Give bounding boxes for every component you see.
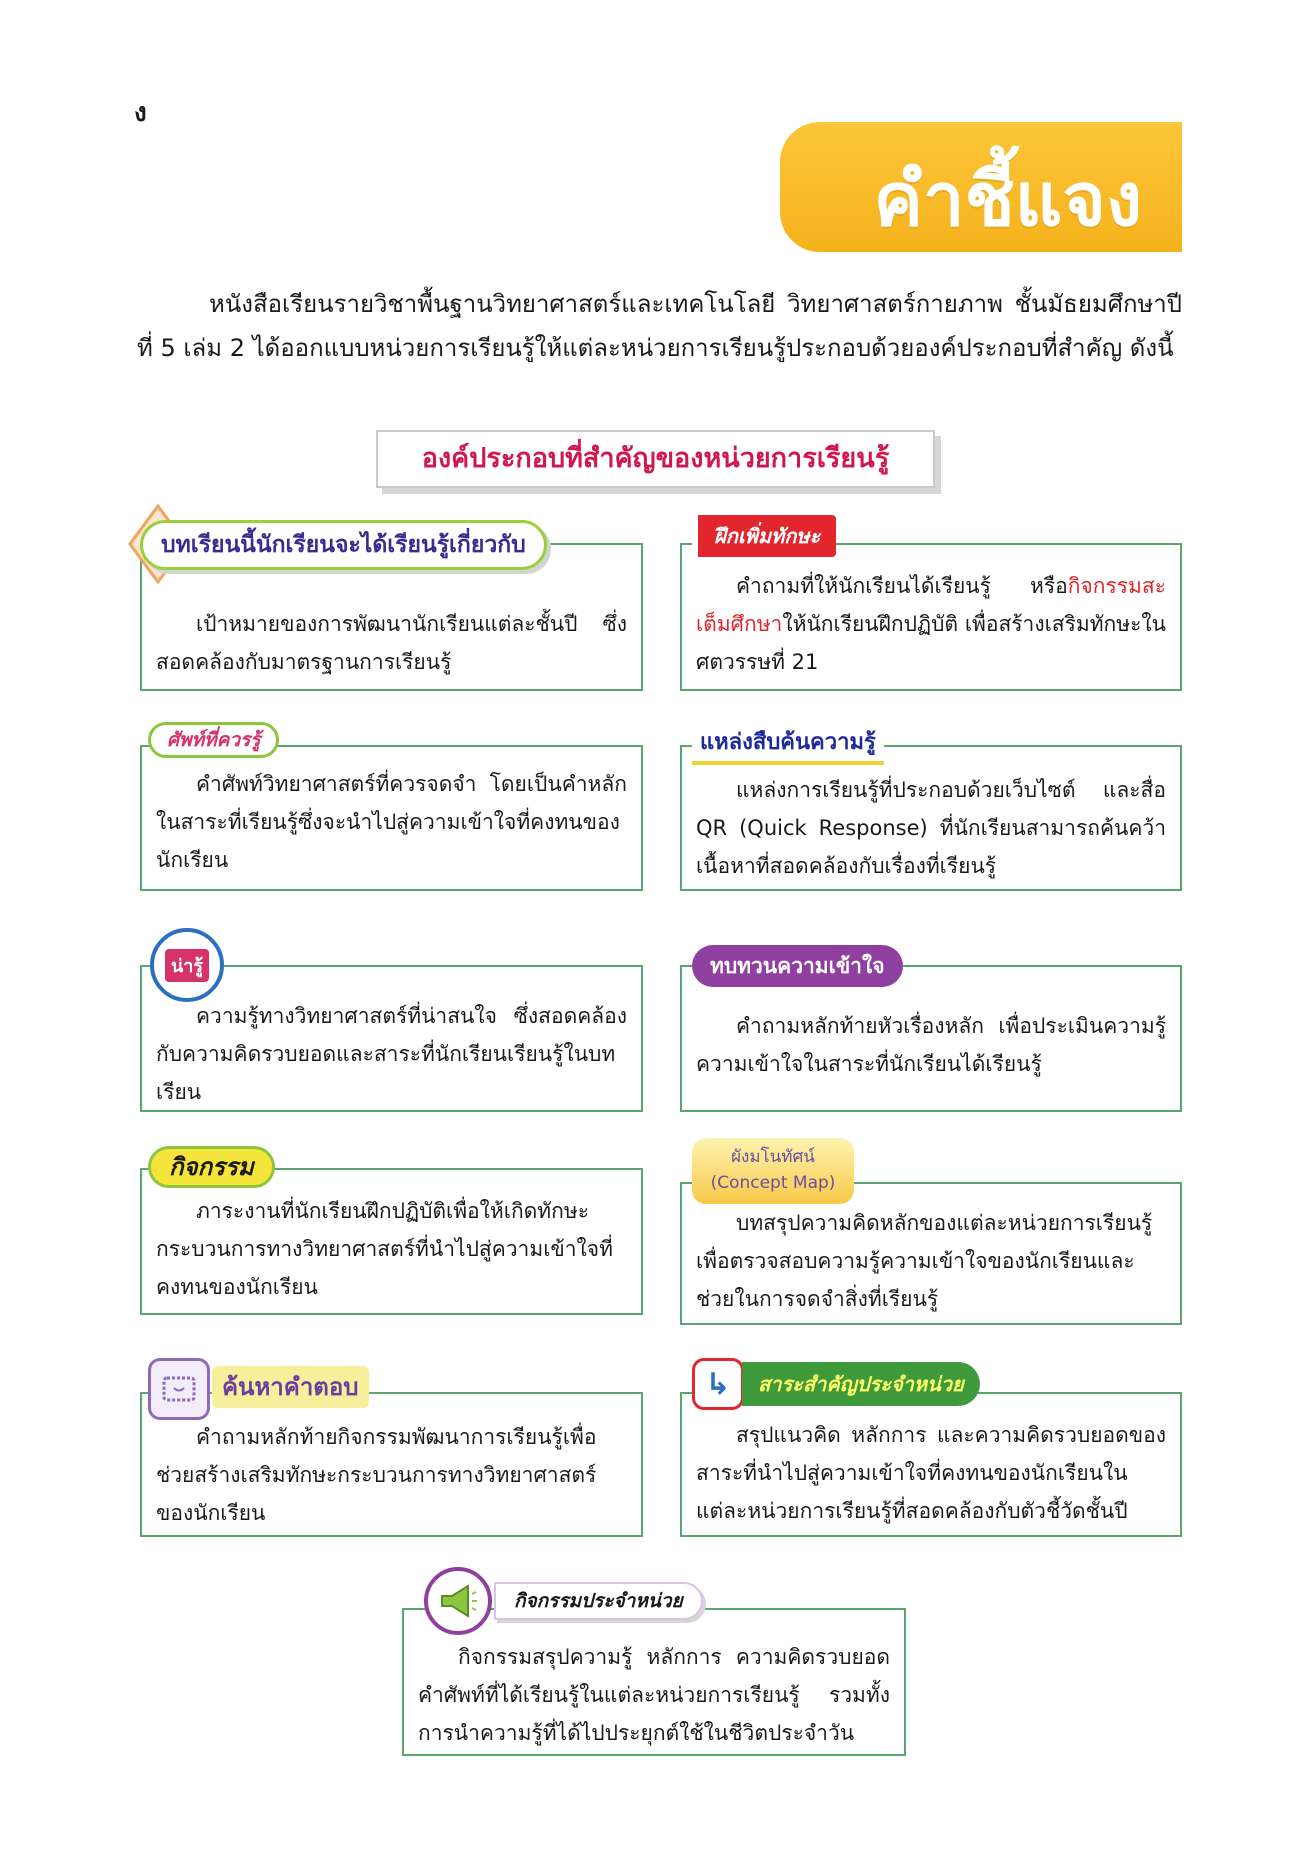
component-find-answer-desc: คำถามหลักท้ายกิจกรรมพัฒนาการเรียนรู้เพื่อช่วยสร้างเสริมทักษะกระบวนการทางวิทยาศาสตร์ของนักเรียน	[156, 1425, 597, 1525]
component-unit-activity-box	[402, 1608, 906, 1756]
component-vocab-label: ศัพท์ที่ควรรู้	[148, 722, 279, 758]
section-heading	[376, 430, 935, 488]
component-activity-label: กิจกรรม	[148, 1146, 275, 1188]
component-unit-activity-desc: กิจกรรมสรุปความรู้ หลักการ ความคิดรวบยอด คำศัพท์ที่ได้เรียนรู้ในแต่ละหน่วยการเรียนรู้ รวมทั้งการนำความรู้ที่ได้ไปประยุกต์ใช้ในชีวิตประจำวัน	[418, 1645, 890, 1745]
intro-text: หนังสือเรียนรายวิชาพื้นฐานวิทยาศาสตร์และเทคโนโลยี วิทยาศาสตร์กายภาพ ชั้นมัธยมศึกษาปีที่ 5 เล่ม 2 ได้ออกแบบหน่วยการเรียนรู้ให้แต่ละหน่วยการเรียนรู้ประกอบด้วยองค์ประกอบที่สำคัญ ดังนี้	[137, 290, 1182, 362]
arrow-return-icon: ↳	[692, 1358, 744, 1410]
component-skills-box	[680, 543, 1182, 691]
section-heading-text: องค์ประกอบที่สำคัญของหน่วยการเรียนรู้	[421, 443, 890, 474]
component-review-label: ทบทวนความเข้าใจ	[692, 945, 903, 987]
component-summary-box	[680, 1392, 1182, 1537]
component-find-answer-box	[140, 1392, 643, 1537]
intro-paragraph	[137, 282, 1182, 370]
component-summary-desc: สรุปแนวคิด หลักการ และความคิดรวบยอดของสาระที่นำไปสู่ความเข้าใจที่คงทนของนักเรียนในแต่ละหน่วยการเรียนรู้ที่สอดคล้องกับตัวชี้วัดชั้นปี	[696, 1423, 1166, 1523]
megaphone-icon	[424, 1567, 492, 1635]
title-banner	[780, 122, 1182, 252]
component-sources-desc: แหล่งการเรียนรู้ที่ประกอบด้วยเว็บไซต์ และสื่อ QR (Quick Response) ที่นักเรียนสามารถค้นคว้าเนื้อหาที่สอดคล้องกับเรื่องที่เรียนรู้	[696, 778, 1166, 878]
component-activity-desc: ภาระงานที่นักเรียนฝึกปฏิบัติเพื่อให้เกิดทักษะกระบวนการทางวิทยาศาสตร์ที่นำไปสู่ความเข้าใจที่คงทนของนักเรียน	[156, 1199, 613, 1299]
component-review-box	[680, 965, 1182, 1112]
component-summary-label: สาระสำคัญประจำหน่วย	[742, 1362, 980, 1406]
component-concept-map-desc: บทสรุปความคิดหลักของแต่ละหน่วยการเรียนรู้เพื่อตรวจสอบความรู้ความเข้าใจของนักเรียนและช่วยในการจดจำสิ่งที่เรียนรู้	[696, 1211, 1153, 1311]
component-sources-label: แหล่งสืบค้นความรู้	[692, 725, 884, 765]
component-find-answer-label: ค้นหาคำตอบ	[212, 1366, 369, 1408]
component-unit-activity-label: กิจกรรมประจำหน่วย	[494, 1582, 703, 1620]
component-skills-label: ฝึกเพิ่มทักษะ	[692, 515, 836, 557]
component-lesson-desc: เป้าหมายของการพัฒนานักเรียนแต่ละชั้นปี ซึ่งสอดคล้องกับมาตรฐานการเรียนรู้	[156, 612, 627, 674]
monitor-icon	[148, 1358, 210, 1420]
stem-activity-highlight: กิจกรรมสะเต็มศึกษา	[696, 574, 1166, 636]
component-vocab-desc: คำศัพท์วิทยาศาสตร์ที่ควรจดจำ โดยเป็นคำหลักในสาระที่เรียนรู้ซึ่งจะนำไปสู่ความเข้าใจที่คงทนของนักเรียน	[156, 772, 627, 872]
page-letter: ง	[134, 98, 147, 128]
did-you-know-badge-icon: น่ารู้	[150, 928, 224, 1002]
component-review-desc: คำถามหลักท้ายหัวเรื่องหลัก เพื่อประเมินความรู้ความเข้าใจในสาระที่นักเรียนได้เรียนรู้	[696, 1014, 1166, 1076]
component-did-you-know-desc: ความรู้ทางวิทยาศาสตร์ที่น่าสนใจ ซึ่งสอดคล้องกับความคิดรวบยอดและสาระที่นักเรียนเรียนรู้ในบทเรียน	[156, 1004, 627, 1104]
component-skills-desc: คำถามที่ให้นักเรียนได้เรียนรู้ หรือกิจกรรมสะเต็มศึกษาให้นักเรียนฝึกปฏิบัติ เพื่อสร้างเสริมทักษะในศตวรรษที่ 21	[696, 574, 1166, 674]
component-lesson-label: บทเรียนนี้นักเรียนจะได้เรียนรู้เกี่ยวกับ	[140, 520, 547, 570]
component-vocab-box	[140, 745, 643, 891]
component-activity-box	[140, 1168, 643, 1315]
component-concept-map-label: ผังมโนทัศน์ (Concept Map)	[692, 1138, 854, 1204]
page-title: คำชี้แจง	[873, 157, 1142, 243]
component-sources-box	[680, 745, 1182, 891]
